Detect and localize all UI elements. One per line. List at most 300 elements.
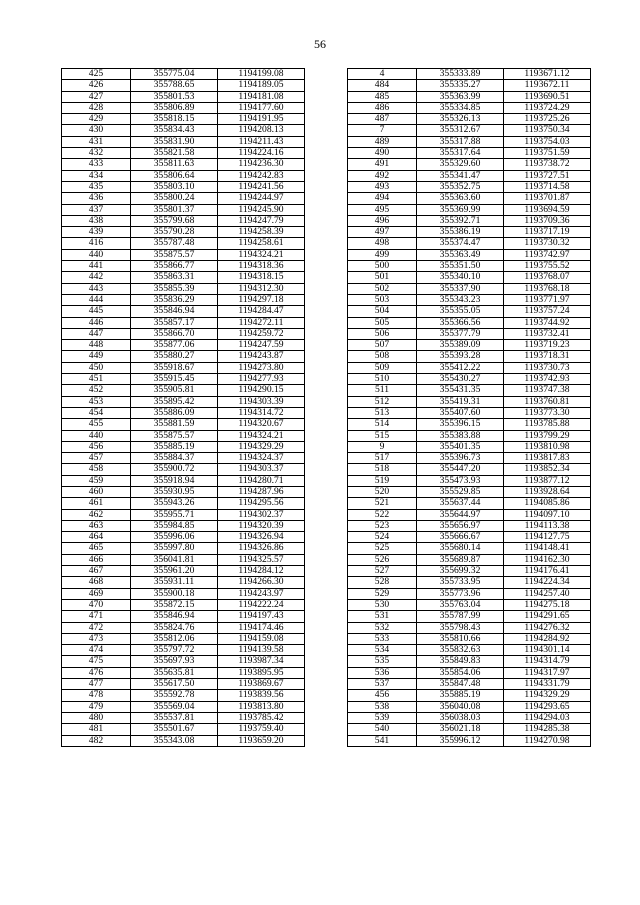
coordinates-table-left [61, 68, 305, 747]
table-row [348, 204, 591, 215]
point-number-cell: 524 [348, 532, 417, 543]
table-row [62, 328, 305, 339]
point-number-cell: 446 [62, 317, 131, 328]
table-row [62, 509, 305, 520]
table-row [348, 566, 591, 577]
table-row [348, 498, 591, 509]
table-row [348, 396, 591, 407]
x-coordinate-cell: 355334.85 [417, 102, 504, 113]
x-coordinate-cell: 355857.17 [131, 317, 218, 328]
point-number-cell: 476 [62, 667, 131, 678]
table-row [62, 611, 305, 622]
point-number-cell: 450 [62, 362, 131, 373]
table-row [348, 690, 591, 701]
point-number-cell: 540 [348, 724, 417, 735]
point-number-cell: 457 [62, 453, 131, 464]
x-coordinate-cell: 355363.99 [417, 91, 504, 102]
x-coordinate-cell: 355875.57 [131, 430, 218, 441]
point-number-cell: 466 [62, 554, 131, 565]
y-coordinate-cell: 1194259.72 [218, 328, 305, 339]
y-coordinate-cell: 1194284.12 [218, 566, 305, 577]
x-coordinate-cell: 355866.77 [131, 261, 218, 272]
table-row [348, 622, 591, 633]
y-coordinate-cell: 1193744.92 [504, 317, 591, 328]
point-number-cell: 503 [348, 294, 417, 305]
x-coordinate-cell: 356040.08 [417, 701, 504, 712]
point-number-cell: 437 [62, 204, 131, 215]
point-number-cell: 522 [348, 509, 417, 520]
x-coordinate-cell: 355352.75 [417, 181, 504, 192]
x-coordinate-cell: 355997.80 [131, 543, 218, 554]
point-number-cell: 502 [348, 283, 417, 294]
table-row [348, 261, 591, 272]
coordinates-table-right [347, 68, 591, 747]
table-row [62, 340, 305, 351]
point-number-cell: 433 [62, 159, 131, 170]
y-coordinate-cell: 1193659.20 [218, 735, 305, 746]
x-coordinate-cell: 355797.72 [131, 645, 218, 656]
y-coordinate-cell: 1193768.07 [504, 272, 591, 283]
x-coordinate-cell: 355930.95 [131, 486, 218, 497]
y-coordinate-cell: 1194284.47 [218, 306, 305, 317]
table-row [62, 317, 305, 328]
x-coordinate-cell: 355447.20 [417, 464, 504, 475]
table-row [62, 294, 305, 305]
x-coordinate-cell: 355637.44 [417, 498, 504, 509]
y-coordinate-cell: 1194291.65 [504, 611, 591, 622]
table-row [348, 80, 591, 91]
table-row [62, 430, 305, 441]
table-row [62, 261, 305, 272]
point-number-cell: 517 [348, 453, 417, 464]
x-coordinate-cell: 355855.39 [131, 283, 218, 294]
point-number-cell: 443 [62, 283, 131, 294]
table-row [62, 498, 305, 509]
x-coordinate-cell: 356021.18 [417, 724, 504, 735]
table-row [62, 102, 305, 113]
table-row [348, 148, 591, 159]
x-coordinate-cell: 355854.06 [417, 667, 504, 678]
x-coordinate-cell: 355787.99 [417, 611, 504, 622]
x-coordinate-cell: 355329.60 [417, 159, 504, 170]
y-coordinate-cell: 1194197.43 [218, 611, 305, 622]
y-coordinate-cell: 1193730.32 [504, 238, 591, 249]
table-row [348, 362, 591, 373]
table-row [348, 735, 591, 746]
y-coordinate-cell: 1194266.30 [218, 577, 305, 588]
y-coordinate-cell: 1194297.18 [218, 294, 305, 305]
table-row [62, 69, 305, 80]
y-coordinate-cell: 1194329.29 [504, 690, 591, 701]
x-coordinate-cell: 355431.35 [417, 385, 504, 396]
x-coordinate-cell: 355996.12 [417, 735, 504, 746]
point-number-cell: 464 [62, 532, 131, 543]
point-number-cell: 465 [62, 543, 131, 554]
table-row [348, 645, 591, 656]
point-number-cell: 441 [62, 261, 131, 272]
table-row [348, 419, 591, 430]
x-coordinate-cell: 355363.60 [417, 193, 504, 204]
x-coordinate-cell: 355335.27 [417, 80, 504, 91]
table-row [348, 69, 591, 80]
point-number-cell: 427 [62, 91, 131, 102]
point-number-cell: 521 [348, 498, 417, 509]
table-row [62, 170, 305, 181]
table-row [62, 249, 305, 260]
y-coordinate-cell: 1194314.72 [218, 407, 305, 418]
point-number-cell: 416 [62, 238, 131, 249]
point-number-cell: 469 [62, 588, 131, 599]
y-coordinate-cell: 1194224.16 [218, 148, 305, 159]
table-row [348, 294, 591, 305]
table-row [348, 385, 591, 396]
y-coordinate-cell: 1193754.03 [504, 136, 591, 147]
y-coordinate-cell: 1194211.43 [218, 136, 305, 147]
point-number-cell: 525 [348, 543, 417, 554]
x-coordinate-cell: 355955.71 [131, 509, 218, 520]
y-coordinate-cell: 1194318.36 [218, 261, 305, 272]
y-coordinate-cell: 1193725.26 [504, 114, 591, 125]
point-number-cell: 529 [348, 588, 417, 599]
table-row [62, 148, 305, 159]
point-number-cell: 501 [348, 272, 417, 283]
table-row [62, 633, 305, 644]
table-row [348, 464, 591, 475]
y-coordinate-cell: 1193727.51 [504, 170, 591, 181]
table-row [62, 238, 305, 249]
y-coordinate-cell: 1194324.37 [218, 453, 305, 464]
table-row [62, 136, 305, 147]
table-row [62, 453, 305, 464]
x-coordinate-cell: 356038.03 [417, 712, 504, 723]
table-row [62, 283, 305, 294]
y-coordinate-cell: 1194243.87 [218, 351, 305, 362]
y-coordinate-cell: 1194302.37 [218, 509, 305, 520]
y-coordinate-cell: 1194191.95 [218, 114, 305, 125]
x-coordinate-cell: 355393.28 [417, 351, 504, 362]
table-row [62, 588, 305, 599]
table-row [348, 374, 591, 385]
y-coordinate-cell: 1193742.93 [504, 374, 591, 385]
x-coordinate-cell: 355343.08 [131, 735, 218, 746]
table-row [348, 351, 591, 362]
point-number-cell: 458 [62, 464, 131, 475]
point-number-cell: 478 [62, 690, 131, 701]
x-coordinate-cell: 355412.22 [417, 362, 504, 373]
x-coordinate-cell: 355905.81 [131, 385, 218, 396]
page-number: 56 [314, 37, 326, 51]
table-row [348, 181, 591, 192]
point-number-cell: 491 [348, 159, 417, 170]
x-coordinate-cell: 355834.43 [131, 125, 218, 136]
y-coordinate-cell: 1194287.96 [218, 486, 305, 497]
x-coordinate-cell: 355884.37 [131, 453, 218, 464]
table-row [348, 283, 591, 294]
y-coordinate-cell: 1193895.95 [218, 667, 305, 678]
x-coordinate-cell: 355918.67 [131, 362, 218, 373]
y-coordinate-cell: 1193987.34 [218, 656, 305, 667]
y-coordinate-cell: 1193810.98 [504, 441, 591, 452]
table-row [62, 735, 305, 746]
x-coordinate-cell: 355787.48 [131, 238, 218, 249]
x-coordinate-cell: 355880.27 [131, 351, 218, 362]
y-coordinate-cell: 1194222.24 [218, 599, 305, 610]
x-coordinate-cell: 355885.19 [417, 690, 504, 701]
point-number-cell: 434 [62, 170, 131, 181]
point-number-cell: 454 [62, 407, 131, 418]
point-number-cell: 455 [62, 419, 131, 430]
x-coordinate-cell: 355801.53 [131, 91, 218, 102]
x-coordinate-cell: 355818.15 [131, 114, 218, 125]
table-row [62, 532, 305, 543]
point-number-cell: 475 [62, 656, 131, 667]
y-coordinate-cell: 1194244.97 [218, 193, 305, 204]
x-coordinate-cell: 355801.37 [131, 204, 218, 215]
table-row [348, 215, 591, 226]
table-row [348, 91, 591, 102]
point-number-cell: 461 [62, 498, 131, 509]
table-row [348, 407, 591, 418]
y-coordinate-cell: 1194148.41 [504, 543, 591, 554]
y-coordinate-cell: 1194303.39 [218, 396, 305, 407]
y-coordinate-cell: 1194295.56 [218, 498, 305, 509]
table-row [62, 215, 305, 226]
y-coordinate-cell: 1194284.92 [504, 633, 591, 644]
point-number-cell: 510 [348, 374, 417, 385]
point-number-cell: 474 [62, 645, 131, 656]
table-row [62, 690, 305, 701]
point-number-cell: 487 [348, 114, 417, 125]
x-coordinate-cell: 355900.18 [131, 588, 218, 599]
y-coordinate-cell: 1194326.86 [218, 543, 305, 554]
x-coordinate-cell: 356041.81 [131, 554, 218, 565]
y-coordinate-cell: 1193751.59 [504, 148, 591, 159]
table-row [62, 464, 305, 475]
point-number-cell: 439 [62, 227, 131, 238]
table-row [348, 114, 591, 125]
y-coordinate-cell: 1193732.41 [504, 328, 591, 339]
table-row [62, 724, 305, 735]
point-number-cell: 9 [348, 441, 417, 452]
x-coordinate-cell: 355790.28 [131, 227, 218, 238]
table-row [348, 227, 591, 238]
point-number-cell: 527 [348, 566, 417, 577]
point-number-cell: 451 [62, 374, 131, 385]
point-number-cell: 532 [348, 622, 417, 633]
point-number-cell: 508 [348, 351, 417, 362]
x-coordinate-cell: 355799.68 [131, 215, 218, 226]
point-number-cell: 467 [62, 566, 131, 577]
x-coordinate-cell: 355501.67 [131, 724, 218, 735]
y-coordinate-cell: 1193760.81 [504, 396, 591, 407]
x-coordinate-cell: 355317.64 [417, 148, 504, 159]
table-row [348, 159, 591, 170]
table-row [62, 667, 305, 678]
y-coordinate-cell: 1193714.58 [504, 181, 591, 192]
y-coordinate-cell: 1193718.31 [504, 351, 591, 362]
x-coordinate-cell: 355812.06 [131, 633, 218, 644]
x-coordinate-cell: 355592.78 [131, 690, 218, 701]
table-row [348, 599, 591, 610]
table-row [62, 543, 305, 554]
point-number-cell: 509 [348, 362, 417, 373]
y-coordinate-cell: 1194243.97 [218, 588, 305, 599]
y-coordinate-cell: 1193852.34 [504, 464, 591, 475]
y-coordinate-cell: 1194294.03 [504, 712, 591, 723]
table-row [348, 453, 591, 464]
point-number-cell: 471 [62, 611, 131, 622]
x-coordinate-cell: 355832.63 [417, 645, 504, 656]
point-number-cell: 430 [62, 125, 131, 136]
x-coordinate-cell: 355473.93 [417, 475, 504, 486]
y-coordinate-cell: 1193672.11 [504, 80, 591, 91]
point-number-cell: 499 [348, 249, 417, 260]
y-coordinate-cell: 1193928.64 [504, 486, 591, 497]
y-coordinate-cell: 1194224.34 [504, 577, 591, 588]
point-number-cell: 528 [348, 577, 417, 588]
x-coordinate-cell: 355895.42 [131, 396, 218, 407]
y-coordinate-cell: 1194242.83 [218, 170, 305, 181]
point-number-cell: 472 [62, 622, 131, 633]
table-row [348, 667, 591, 678]
table-row [348, 633, 591, 644]
point-number-cell: 539 [348, 712, 417, 723]
point-number-cell: 447 [62, 328, 131, 339]
y-coordinate-cell: 1194247.79 [218, 215, 305, 226]
x-coordinate-cell: 355821.58 [131, 148, 218, 159]
x-coordinate-cell: 355875.57 [131, 249, 218, 260]
y-coordinate-cell: 1193813.80 [218, 701, 305, 712]
y-coordinate-cell: 1193869.67 [218, 679, 305, 690]
table-row [62, 566, 305, 577]
y-coordinate-cell: 1194247.59 [218, 340, 305, 351]
table-row [348, 102, 591, 113]
x-coordinate-cell: 355635.81 [131, 667, 218, 678]
x-coordinate-cell: 355419.31 [417, 396, 504, 407]
point-number-cell: 460 [62, 486, 131, 497]
table-row [62, 385, 305, 396]
x-coordinate-cell: 355699.32 [417, 566, 504, 577]
x-coordinate-cell: 355836.29 [131, 294, 218, 305]
x-coordinate-cell: 355656.97 [417, 520, 504, 531]
point-number-cell: 498 [348, 238, 417, 249]
table-row [348, 441, 591, 452]
point-number-cell: 506 [348, 328, 417, 339]
point-number-cell: 484 [348, 80, 417, 91]
y-coordinate-cell: 1193719.23 [504, 340, 591, 351]
table-row [348, 238, 591, 249]
point-number-cell: 495 [348, 204, 417, 215]
x-coordinate-cell: 355697.93 [131, 656, 218, 667]
point-number-cell: 440 [62, 430, 131, 441]
y-coordinate-cell: 1194162.30 [504, 554, 591, 565]
y-coordinate-cell: 1193759.40 [218, 724, 305, 735]
point-number-cell: 496 [348, 215, 417, 226]
point-number-cell: 514 [348, 419, 417, 430]
point-number-cell: 438 [62, 215, 131, 226]
y-coordinate-cell: 1194245.90 [218, 204, 305, 215]
point-number-cell: 505 [348, 317, 417, 328]
point-number-cell: 493 [348, 181, 417, 192]
table-row [62, 441, 305, 452]
x-coordinate-cell: 355529.85 [417, 486, 504, 497]
x-coordinate-cell: 355847.48 [417, 679, 504, 690]
table-row [348, 543, 591, 554]
x-coordinate-cell: 355340.10 [417, 272, 504, 283]
x-coordinate-cell: 355846.94 [131, 306, 218, 317]
y-coordinate-cell: 1193738.72 [504, 159, 591, 170]
y-coordinate-cell: 1194127.75 [504, 532, 591, 543]
y-coordinate-cell: 1193757.24 [504, 306, 591, 317]
y-coordinate-cell: 1194176.41 [504, 566, 591, 577]
x-coordinate-cell: 355806.89 [131, 102, 218, 113]
x-coordinate-cell: 355803.10 [131, 181, 218, 192]
x-coordinate-cell: 355392.71 [417, 215, 504, 226]
table-row [348, 125, 591, 136]
x-coordinate-cell: 355915.45 [131, 374, 218, 385]
point-number-cell: 435 [62, 181, 131, 192]
table-row [348, 136, 591, 147]
point-number-cell: 477 [62, 679, 131, 690]
y-coordinate-cell: 1194189.05 [218, 80, 305, 91]
y-coordinate-cell: 1194320.67 [218, 419, 305, 430]
x-coordinate-cell: 355326.13 [417, 114, 504, 125]
table-row [62, 554, 305, 565]
table-row [348, 475, 591, 486]
y-coordinate-cell: 1194280.71 [218, 475, 305, 486]
point-number-cell: 453 [62, 396, 131, 407]
point-number-cell: 526 [348, 554, 417, 565]
x-coordinate-cell: 355811.63 [131, 159, 218, 170]
table-row [348, 193, 591, 204]
y-coordinate-cell: 1194276.32 [504, 622, 591, 633]
x-coordinate-cell: 355389.09 [417, 340, 504, 351]
point-number-cell: 515 [348, 430, 417, 441]
y-coordinate-cell: 1194272.11 [218, 317, 305, 328]
y-coordinate-cell: 1193785.42 [218, 712, 305, 723]
point-number-cell: 482 [62, 735, 131, 746]
x-coordinate-cell: 355317.88 [417, 136, 504, 147]
x-coordinate-cell: 355366.56 [417, 317, 504, 328]
point-number-cell: 530 [348, 599, 417, 610]
point-number-cell: 520 [348, 486, 417, 497]
y-coordinate-cell: 1194314.79 [504, 656, 591, 667]
point-number-cell: 541 [348, 735, 417, 746]
y-coordinate-cell: 1194318.15 [218, 272, 305, 283]
point-number-cell: 456 [348, 690, 417, 701]
x-coordinate-cell: 355363.49 [417, 249, 504, 260]
y-coordinate-cell: 1194303.37 [218, 464, 305, 475]
table-row [62, 125, 305, 136]
point-number-cell: 519 [348, 475, 417, 486]
y-coordinate-cell: 1194273.80 [218, 362, 305, 373]
x-coordinate-cell: 355396.73 [417, 453, 504, 464]
table-row [62, 577, 305, 588]
point-number-cell: 431 [62, 136, 131, 147]
x-coordinate-cell: 355810.66 [417, 633, 504, 644]
y-coordinate-cell: 1193747.38 [504, 385, 591, 396]
y-coordinate-cell: 1194257.40 [504, 588, 591, 599]
y-coordinate-cell: 1193690.51 [504, 91, 591, 102]
y-coordinate-cell: 1193817.83 [504, 453, 591, 464]
point-number-cell: 518 [348, 464, 417, 475]
y-coordinate-cell: 1194270.98 [504, 735, 591, 746]
x-coordinate-cell: 355773.96 [417, 588, 504, 599]
point-number-cell: 535 [348, 656, 417, 667]
table-row [348, 611, 591, 622]
point-number-cell: 534 [348, 645, 417, 656]
x-coordinate-cell: 355800.24 [131, 193, 218, 204]
